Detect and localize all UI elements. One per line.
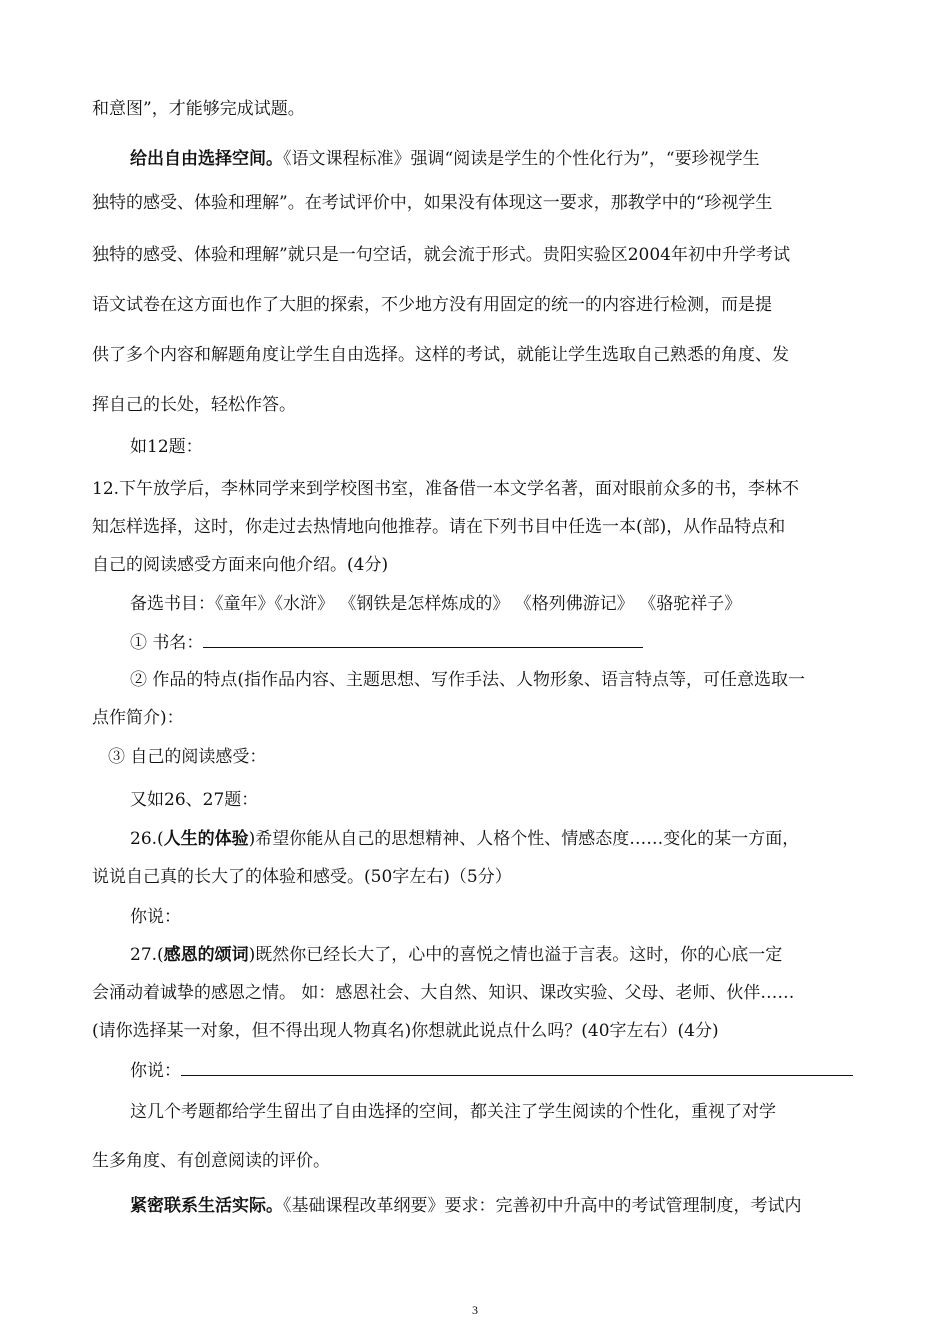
question-26-line [130,828,799,850]
question-27-line: 会涌动着诚挚的感恩之情。 如：感恩社会、大自然、知识、课改实验、父母、老师、伙伴…… [92,983,795,1003]
paragraph-line: 这几个考题都给学生留出了自由选择的空间，都关注了学生阅读的个性化，重视了对学 [130,1102,776,1122]
paragraph-line: 生多角度、有创意阅读的评价。 [92,1151,330,1171]
answer-item [130,1059,853,1082]
answer-label: 你说： [130,1061,181,1081]
paragraph-text: 《语文课程标准》强调“阅读是学生的个性化行为”，“要珍视学生 [283,149,760,169]
section-heading: 紧密联系生活实际。 [130,1196,283,1216]
section-heading: 给出自由选择空间。 [130,149,283,169]
paragraph-line: 独特的感受、体验和理解”。在考试评价中，如果没有体现这一要求，那教学中的“珍视学生 [92,193,773,213]
section-heading-line [130,1195,802,1217]
question-number: 27.( [130,945,164,965]
question-title: 人生的体验 [163,829,249,849]
question-27-line: (请你选择某一对象，但不得出现人物真名)你想就此说点什么吗？(40字左右）(4分) [92,1021,719,1041]
question-title: 感恩的颂词 [163,945,249,965]
paragraph-line: 挥自己的长处，轻松作答。 [92,395,296,415]
question-text: )希望你能从自己的思想精神、人格个性、情感态度……变化的某一方面， [248,829,800,849]
answer-blank [181,1059,853,1076]
work-features-item: ② 作品的特点(指作品内容、主题思想、写作手法、人物形象、语言特点等，可任意选取一 [130,670,806,690]
question-27-line [130,944,782,966]
example-label: 又如26、27题： [130,790,259,810]
answer-label: 你说： [130,907,181,927]
paragraph-line: 语文试卷在这方面也作了大胆的探索，不少地方没有用固定的统一的内容进行检测，而是提 [92,295,772,315]
paragraph-line: 和意图”，才能够完成试题。 [92,99,305,119]
example-label: 如12题： [130,437,203,457]
question-12-line: 12.下午放学后，李林同学来到学校图书室，准备借一本文学名著，面对眼前众多的书，李林不 [92,479,800,499]
reading-feelings-item: ③ 自己的阅读感受： [108,747,267,767]
question-text: )既然你已经长大了，心中的喜悦之情也溢于言表。这时，你的心底一定 [248,945,783,965]
question-12-line: 自己的阅读感受方面来向他介绍。(4分) [92,555,389,575]
book-name-label: ① 书名： [130,633,204,653]
work-features-item: 点作简介)： [92,708,184,728]
paragraph-line: 供了多个内容和解题角度让学生自由选择。这样的考试，就能让学生选取自己熟悉的角度、发 [92,345,789,365]
paragraph-line: 独特的感受、体验和理解”就只是一句空话，就会流于形式。贵阳实验区2004年初中升学考试 [92,245,790,265]
section-heading-line [130,148,760,170]
page-number: 3 [472,1303,478,1317]
paragraph-text: 《基础课程改革纲要》要求：完善初中升高中的考试管理制度，考试内 [283,1196,802,1216]
question-number: 26.( [130,829,164,849]
book-name-item [130,631,643,654]
book-name-blank [203,631,643,648]
book-list: 备选书目：《童年》《水浒》 《钢铁是怎样炼成的》 《格列佛游记》 《骆驼祥子》 [130,594,742,614]
question-26-line: 说说自己真的长大了的体验和感受。(50字左右)（5分） [92,867,512,887]
question-12-line: 知怎样选择，这时，你走过去热情地向他推荐。请在下列书目中任选一本(部)，从作品特点和 [92,517,786,537]
